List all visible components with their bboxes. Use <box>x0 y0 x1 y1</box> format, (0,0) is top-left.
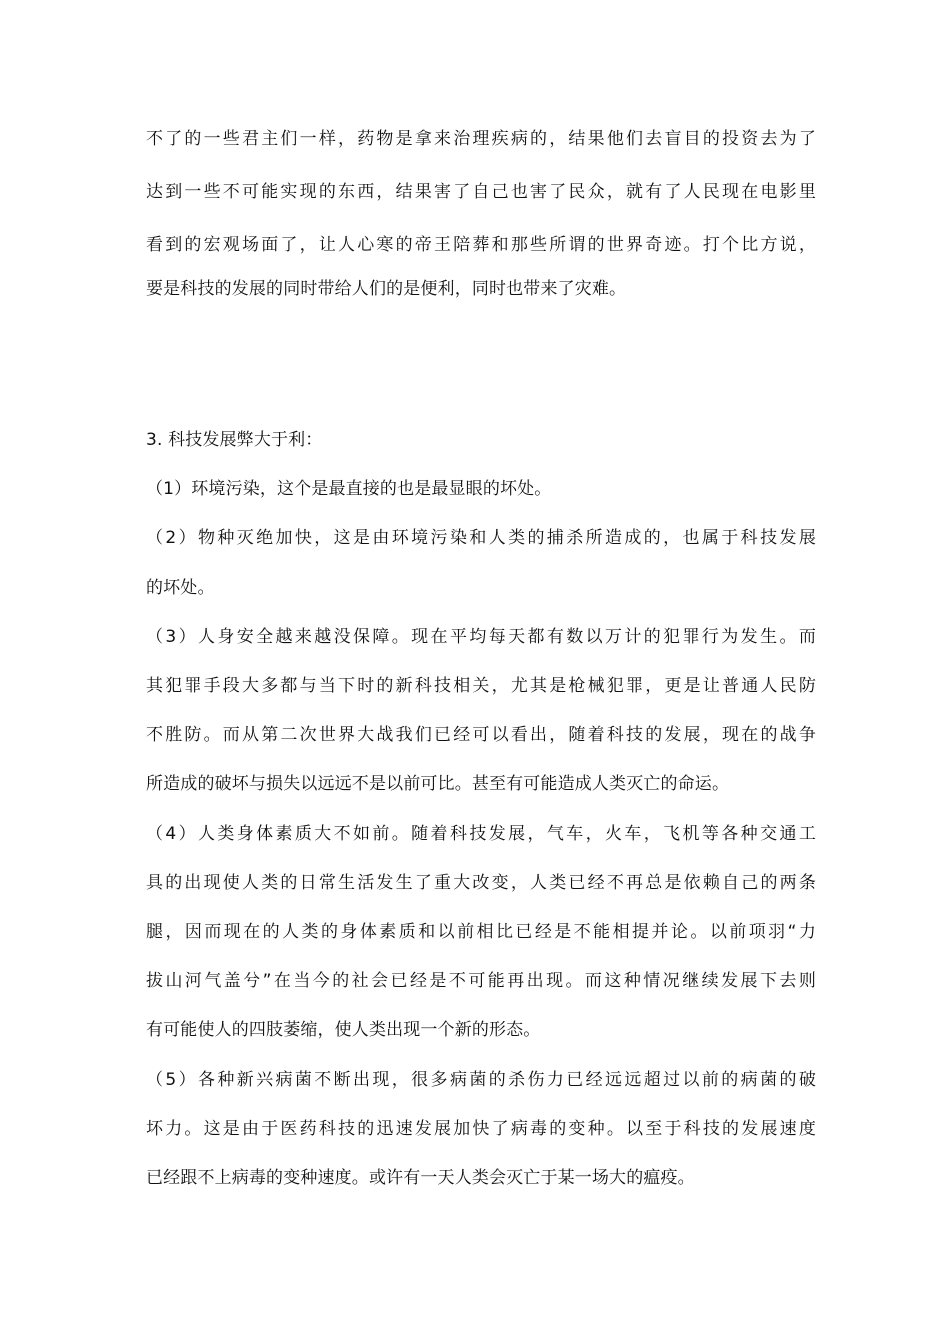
paragraph-line: 要是科技的发展的同时带给人们的是便利，同时也带来了灾难。 <box>146 279 627 299</box>
paragraph-line: 达到一些不可能实现的东西，结果害了自己也害了民众，就有了人民现在电影里 <box>146 182 816 202</box>
list-item-line: 的坏处。 <box>146 578 215 598</box>
list-item-line: 其犯罪手段大多都与当下时的新科技相关，尤其是枪械犯罪，更是让普通人民防 <box>146 676 816 696</box>
list-item-line: （2）物种灭绝加快，这是由环境污染和人类的捕杀所造成的，也属于科技发展 <box>146 528 816 548</box>
list-item-line: 有可能使人的四肢萎缩，使人类出现一个新的形态。 <box>146 1020 541 1040</box>
list-item-line: 拔山河气盖兮”在当今的社会已经是不可能再出现。而这种情况继续发展下去则 <box>146 971 816 991</box>
list-item-line: （5）各种新兴病菌不断出现，很多病菌的杀伤力已经远远超过以前的病菌的破 <box>146 1070 816 1090</box>
list-item-line: 所造成的破坏与损失以远远不是以前可比。甚至有可能造成人类灭亡的命运。 <box>146 774 730 794</box>
list-item-line: （3）人身安全越来越没保障。现在平均每天都有数以万计的犯罪行为发生。而 <box>146 627 816 647</box>
list-item-line: 已经跟不上病毒的变种速度。或许有一天人类会灭亡于某一场大的瘟疫。 <box>146 1168 695 1188</box>
list-item-line: 具的出现使人类的日常生活发生了重大改变，人类已经不再总是依赖自己的两条 <box>146 873 816 893</box>
list-item-line: 坏力。这是由于医药科技的迅速发展加快了病毒的变种。以至于科技的发展速度 <box>146 1119 816 1139</box>
list-item-line: （1）环境污染，这个是最直接的也是最显眼的坏处。 <box>146 479 552 499</box>
section-heading: 3. 科技发展弊大于利： <box>146 430 323 450</box>
list-item-line: 腿，因而现在的人类的身体素质和以前相比已经是不能相提并论。以前项羽“力 <box>146 922 816 942</box>
paragraph-line: 不了的一些君主们一样，药物是拿来治理疾病的，结果他们去盲目的投资去为了 <box>146 129 816 149</box>
list-item-line: 不胜防。而从第二次世界大战我们已经可以看出，随着科技的发展，现在的战争 <box>146 725 816 745</box>
list-item-line: （4）人类身体素质大不如前。随着科技发展，气车，火车，飞机等各种交通工 <box>146 824 816 844</box>
paragraph-line: 看到的宏观场面了，让人心寒的帝王陪葬和那些所谓的世界奇迹。打个比方说， <box>146 235 816 255</box>
